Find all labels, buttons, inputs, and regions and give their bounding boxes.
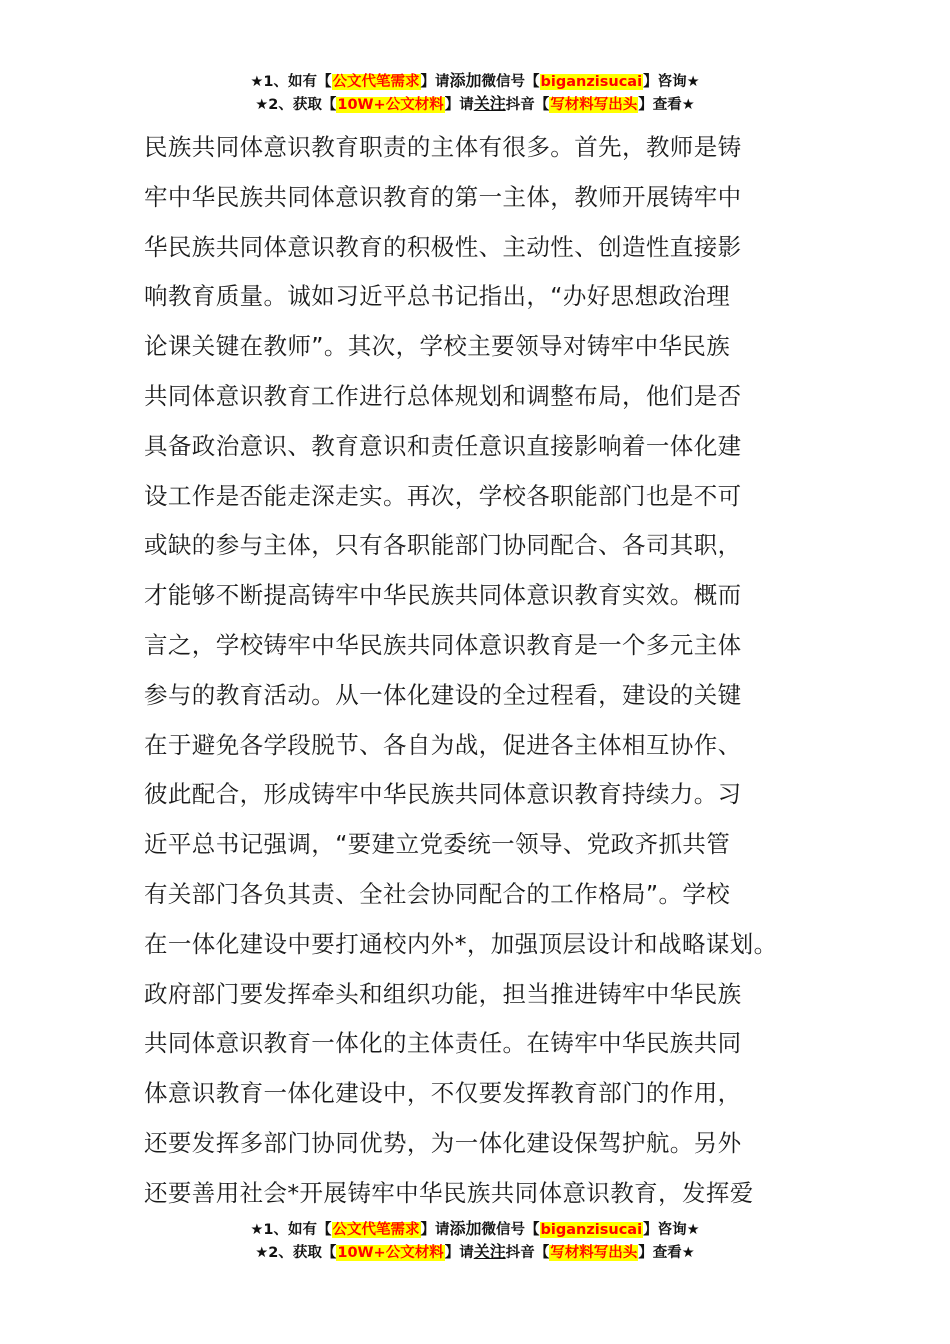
body-line: 参与的教育活动。从一体化建设的全过程看，建设的关键 [144, 680, 742, 709]
banner-text: 】请 [444, 97, 474, 113]
banner-text: ★1、如有【 [250, 1222, 332, 1238]
document-body [144, 123, 816, 1219]
banner-line-1 [0, 1218, 950, 1241]
body-line: 有关部门各负其责、全社会协同配合的工作格局”。学校 [144, 879, 731, 908]
banner-text: ★1、如有【 [250, 74, 332, 90]
body-line: 体意识教育一体化建设中，不仅要发挥教育部门的作用， [144, 1079, 742, 1108]
body-line: 还要善用社会*开展铸牢中华民族共同体意识教育，发挥爱 [144, 1178, 754, 1207]
emphasis-text: 关注 [473, 94, 506, 113]
highlight-label: 10W+公文材料 [337, 1245, 444, 1261]
body-line: 言之，学校铸牢中华民族共同体意识教育是一个多元主体 [144, 630, 742, 659]
wechat-id: biganzisucai [540, 74, 643, 90]
body-line: 在于避免各学段脱节、各自为战，促进各主体相互协作、 [144, 730, 742, 759]
banner-text: 抖音【 [505, 1245, 550, 1261]
banner-text: 微信号【 [481, 1222, 540, 1238]
banner-text: 微信号【 [481, 74, 540, 90]
body-line: 政府部门要发挥牵头和组织功能，担当推进铸牢中华民族 [144, 979, 742, 1008]
body-line: 具备政治意识、教育意识和责任意识直接影响着一体化建 [144, 431, 742, 460]
body-line: 彼此配合，形成铸牢中华民族共同体意识教育持续力。习 [144, 780, 742, 809]
body-line: 论课关键在教师”。其次，学校主要领导对铸牢中华民族 [144, 332, 731, 361]
emphasis-text: 关注 [473, 1242, 506, 1261]
highlight-label: 公文代笔需求 [332, 74, 420, 90]
highlight-label: 10W+公文材料 [337, 97, 444, 113]
header-banner [0, 70, 950, 116]
douyin-account: 写材料写出头 [550, 1245, 638, 1261]
body-line: 近平总书记强调，“要建立党委统一领导、党政齐抓共管 [144, 830, 731, 859]
body-line: 民族共同体意识教育职责的主体有很多。首先，教师是铸 [144, 133, 742, 161]
banner-line-1 [0, 70, 950, 93]
emphasis-text: 添加 [449, 1219, 482, 1238]
douyin-account: 写材料写出头 [550, 97, 638, 113]
highlight-label: 公文代笔需求 [332, 1222, 420, 1238]
banner-line-2 [0, 93, 950, 116]
body-line: 华民族共同体意识教育的积极性、主动性、创造性直接影 [144, 232, 742, 261]
body-line: 牢中华民族共同体意识教育的第一主体，教师开展铸牢中 [144, 182, 742, 211]
banner-text: 】咨询★ [643, 1222, 700, 1238]
wechat-id: biganzisucai [540, 1222, 643, 1238]
body-line: 在一体化建设中要打通校内外*，加强顶层设计和战略谋划。 [144, 929, 778, 958]
banner-text: 】请 [420, 1222, 450, 1238]
body-line: 响教育质量。诚如习近平总书记指出，“办好思想政治理 [144, 282, 731, 311]
emphasis-text: 添加 [449, 71, 482, 90]
banner-line-2 [0, 1241, 950, 1264]
body-line: 共同体意识教育工作进行总体规划和调整布局，他们是否 [144, 381, 742, 410]
banner-text: ★2、获取【 [255, 97, 337, 113]
banner-text: 】咨询★ [643, 74, 700, 90]
footer-banner [0, 1218, 950, 1264]
body-line: 设工作是否能走深走实。再次，学校各职能部门也是不可 [144, 481, 742, 510]
banner-text: 】请 [444, 1245, 474, 1261]
body-line: 才能够不断提高铸牢中华民族共同体意识教育实效。概而 [144, 581, 742, 610]
body-line: 或缺的参与主体，只有各职能部门协同配合、各司其职， [144, 531, 742, 560]
body-line: 还要发挥多部门协同优势，为一体化建设保驾护航。另外 [144, 1128, 742, 1157]
banner-text: 抖音【 [505, 97, 550, 113]
body-line: 共同体意识教育一体化的主体责任。在铸牢中华民族共同 [144, 1029, 742, 1058]
banner-text: ★2、获取【 [255, 1245, 337, 1261]
banner-text: 】查看★ [638, 1245, 695, 1261]
banner-text: 】请 [420, 74, 450, 90]
banner-text: 】查看★ [638, 97, 695, 113]
